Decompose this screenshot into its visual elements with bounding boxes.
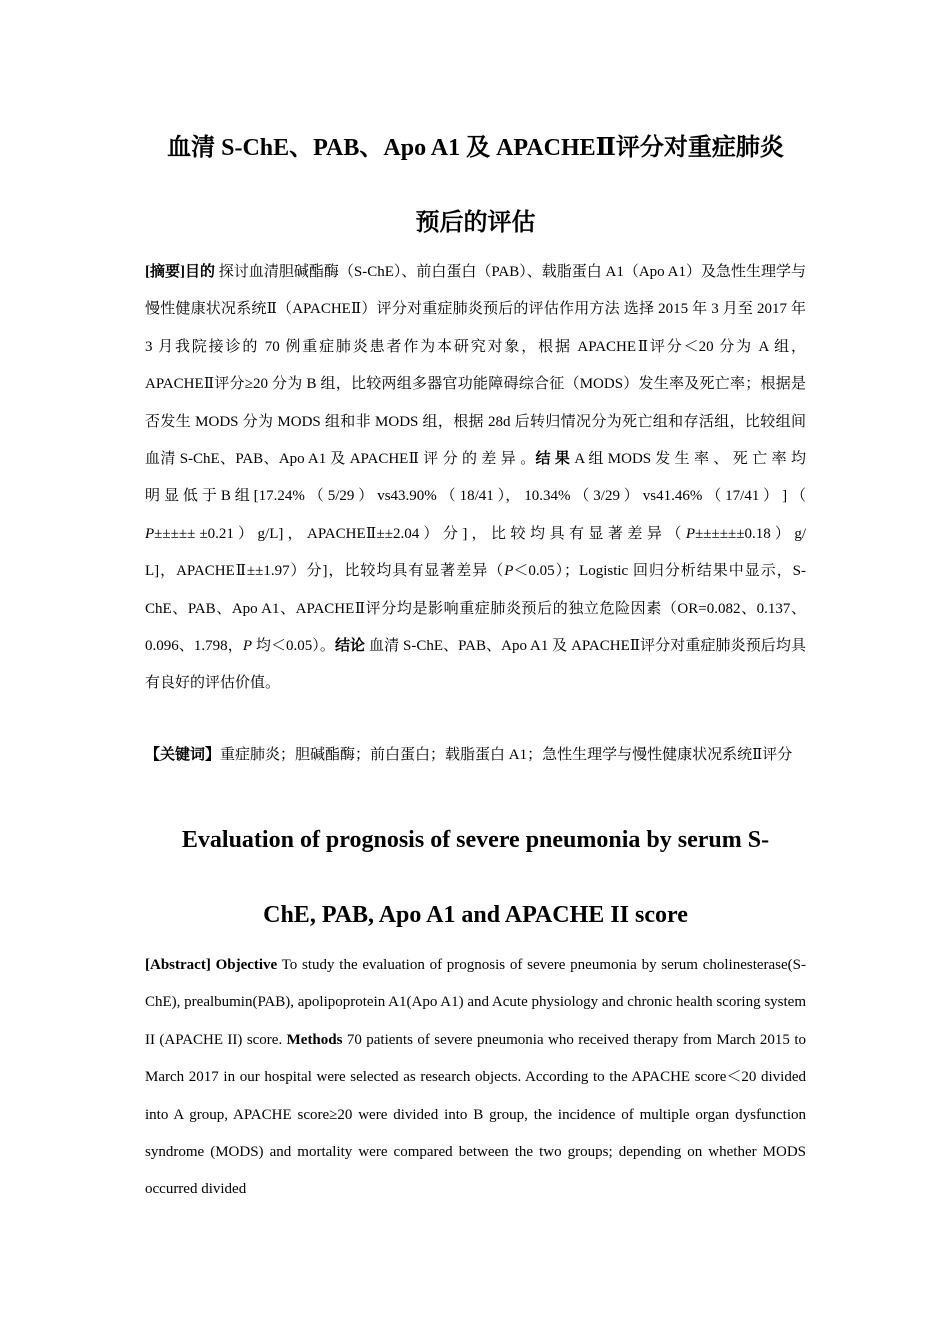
chinese-keywords (145, 737, 806, 774)
results-text-cn-2: ±±±±± ±0.21 ） g/L] ， APACHEⅡ±±2.04 ） 分 ] ， 比 较 均 具 有 显 著 差 异 （ (154, 525, 686, 542)
conclusion-label-cn: 结论 (334, 638, 366, 655)
chinese-title-line-2: 预后的评估 (415, 210, 536, 236)
english-title-line-1: Evaluation of prognosis of severe pneumonia by serum S- (181, 827, 770, 853)
objective-label-cn: 目的 (185, 264, 216, 280)
results-text-cn-1: A 组 MODS 发 生 率 、 死 亡 率 均 明 显 低 于 B 组 [17.24% （ 5/29 ） vs43.90% （ 18/41 ）， 10.34% （ 3/29 ） vs41.46% （ 17/41 ） ] （ (145, 451, 806, 505)
objective-text-cn: 探讨血清胆碱酯酶（S-ChE）、前白蛋白（PAB）、载脂蛋白 A1（Apo A1）及急性生理学与慢性健康状况系统Ⅱ（APACHEⅡ）评分对重症肺炎预后的评估作用方法 选择 2015 年 3 月至 2017 年 3 月我院接诊的 70 例重症肺炎患者作为本研究对象，根据 APACHEⅡ评分＜20 分为 A 组，APACHEⅡ评分≥20 分为 B 组，比较两组多器官功能障碍综合征（MODS）发生率及死亡率；根据是否发生 MODS 分为 MODS 组和非 MODS 组，根据 28d 后转归情况分为死亡组和存活组，比较组间血清 S-ChE、PAB、Apo A1 及 APACHEⅡ 评 分 的 差 异 。 (145, 264, 806, 468)
conclusion-text-cn: 血清 S-ChE、PAB、Apo A1 及 APACHEⅡ评分对重症肺炎预后均具有良好的评估价值。 (145, 638, 806, 692)
objective-text-en: To study the evaluation of prognosis of severe pneumonia by serum cholinesterase(S-ChE), prealbumin(PAB), apolipoprotein A1(Apo A1) and Acute physiology and chronic health scoring system II (APACHE II) score. (145, 957, 807, 1048)
p-value-symbol-3: P (504, 563, 514, 580)
english-abstract (145, 947, 806, 1209)
keywords-label-cn: 【关键词】 (145, 747, 221, 763)
p-value-symbol-4: P (242, 638, 253, 655)
abstract-label-en: [Abstract] (145, 957, 211, 973)
methods-label-en: Methods (286, 1031, 343, 1048)
p-value-symbol-2: P (685, 525, 696, 542)
english-title-line-2: ChE, PAB, Apo A1 and APACHE II score (263, 902, 688, 928)
methods-text-en: 70 patients of severe pneumonia who received therapy from March 2015 to March 2017 in our hospital were selected as research objects. According to the APACHE score＜20 divided into A group, APACHE score≥20 were divided into B group, the incidence of multiple organ dysfunction syndrome (MODS) and mortality were compared between the two groups; depending on whether MODS occurred divided (145, 1031, 807, 1198)
results-text-cn-5: 均＜0.05）。 (252, 638, 335, 655)
results-text-cn-4: ＜0.05）；Logistic 回归分析结果中显示，S-ChE、PAB、Apo A1、APACHEⅡ评分均是影响重症肺炎预后的独立危险因素（OR=0.082、0.137、0.096、1.798， (145, 563, 807, 655)
chinese-abstract (145, 254, 806, 703)
results-label-cn: 结 果 (535, 451, 571, 468)
chinese-title-line-1: 血清 S-ChE、PAB、Apo A1 及 APACHEⅡ评分对重症肺炎 (167, 135, 784, 161)
p-value-symbol-1: P (145, 525, 155, 542)
objective-label-en: Objective (215, 957, 278, 973)
keywords-text-cn: 重症肺炎；胆碱酯酶；前白蛋白；载脂蛋白 A1；急性生理学与慢性健康状况系统Ⅱ评分 (220, 747, 793, 763)
abstract-label-cn: [摘要] (145, 264, 186, 280)
results-text-cn-3: ±±±±±±0.18 ） g/ L]，APACHEⅡ±±1.97）分]，比较均具有显著差异（ (145, 525, 807, 580)
